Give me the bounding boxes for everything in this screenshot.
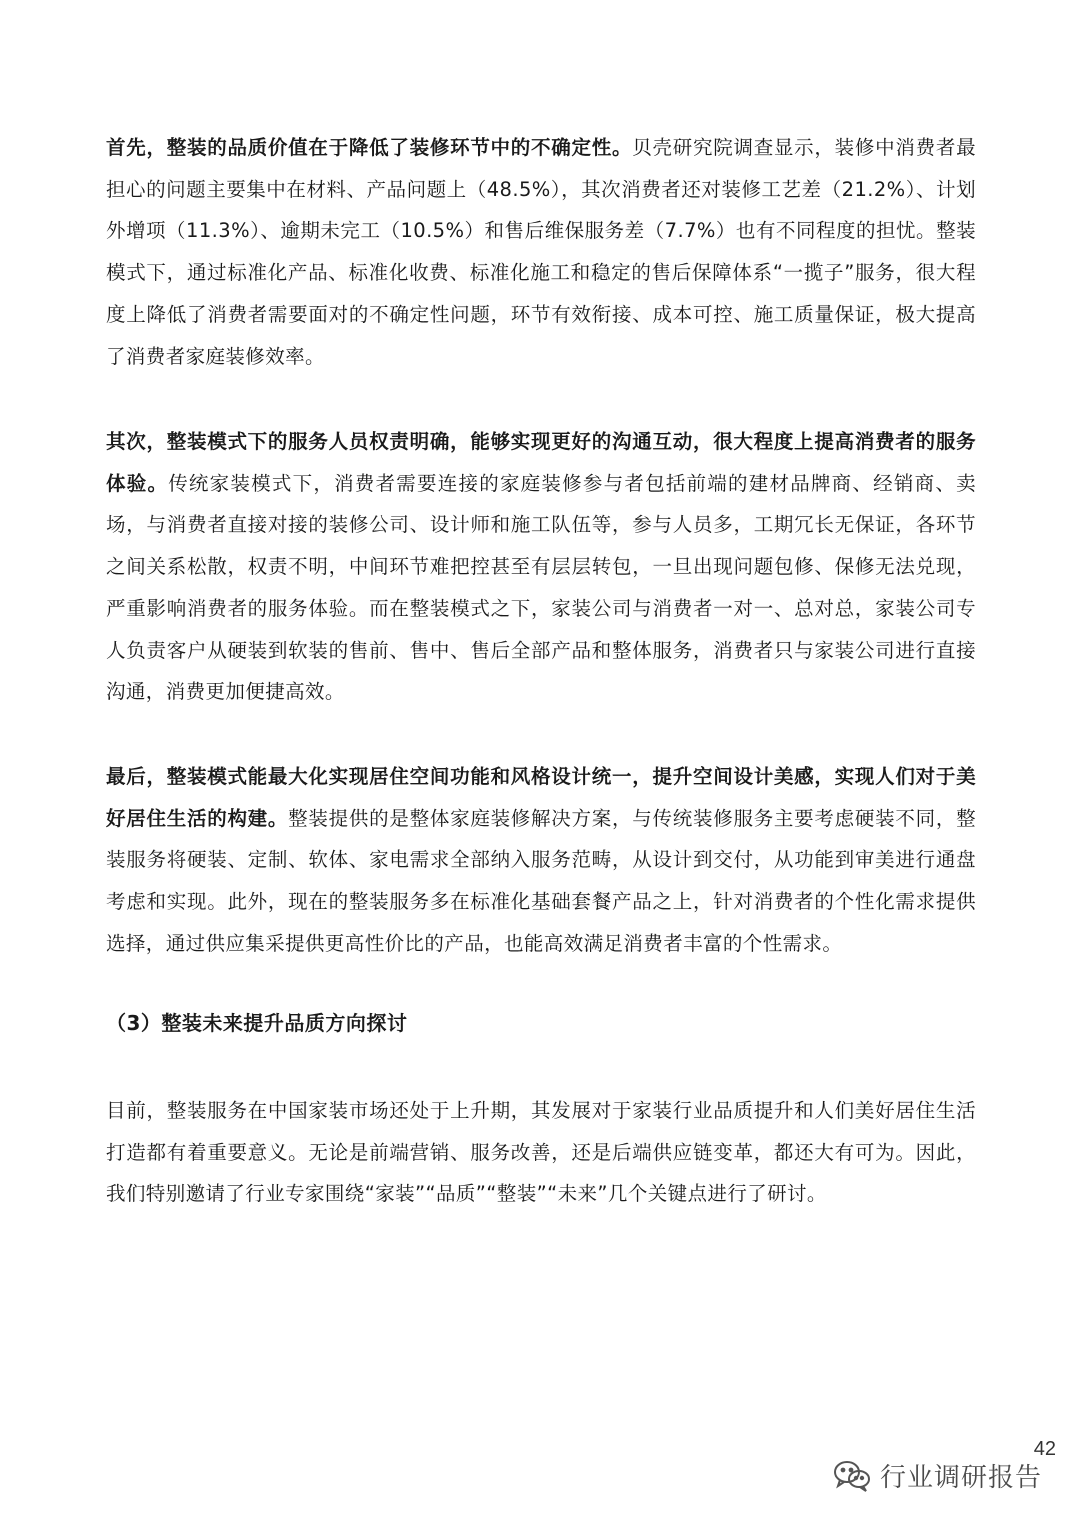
paragraph-lead: 最后，整装模式能最大化实现居住空间功能和风格设计统一，提升空间设计美感，实现人们对于美好居住生活的构建。: [106, 765, 976, 830]
watermark-text: 行业调研报告: [879, 1463, 1042, 1493]
paragraph-quality-uncertainty: [106, 127, 976, 377]
paragraph-lead: 其次，整装模式下的服务人员权责明确，能够实现更好的沟通互动，很大程度上提高消费者的服务体验。: [106, 430, 976, 495]
paragraph-space-design: [106, 756, 976, 965]
watermark: [832, 1457, 1042, 1494]
page-number: 42: [1033, 1438, 1056, 1460]
wechat-icon: [832, 1458, 872, 1494]
paragraph-service-staff: [106, 421, 976, 713]
section-heading: （3）整装未来提升品质方向探讨: [106, 1011, 408, 1035]
closing-paragraph: 目前，整装服务在中国家装市场还处于上升期，其发展对于家装行业品质提升和人们美好居住生活打造都有着重要意义。无论是前端营销、服务改善，还是后端供应链变革，都还大有可为。因此，我们特别邀请了行业专家围绕“家装”“品质”“整装”“未来”几个关键点进行了研讨。: [106, 1099, 976, 1206]
paragraph-body: 整装提供的是整体家庭装修解决方案，与传统装修服务主要考虑硬装不同，整装服务将硬装、定制、软体、家电需求全部纳入服务范畴，从设计到交付，从功能到审美进行通盘考虑和实现。此外，现在的整装服务多在标准化基础套餐产品之上，针对消费者的个性化需求提供选择，通过供应集采提供更高性价比的产品，也能高效满足消费者丰富的个性需求。: [106, 806, 976, 955]
paragraph-body: 传统家装模式下，消费者需要连接的家庭装修参与者包括前端的建材品牌商、经销商、卖场，与消费者直接对接的装修公司、设计师和施工队伍等，参与人员多，工期冗长无保证，各环节之间关系松散，权责不明，中间环节难把控甚至有层层转包，一旦出现问题包修、保修无法兑现，严重影响消费者的服务体验。而在整装模式之下，家装公司与消费者一对一、总对总，家装公司专人负责客户从硬装到软装的售前、售中、售后全部产品和整体服务，消费者只与家装公司进行直接沟通，消费更加便捷高效。: [106, 471, 976, 704]
paragraph-lead: 首先，整装的品质价值在于降低了装修环节中的不确定性。: [106, 136, 633, 159]
paragraph-body: 贝壳研究院调查显示，装修中消费者最担心的问题主要集中在材料、产品问题上（48.5%），其次消费者还对装修工艺差（21.2%）、计划外增项（11.3%）、逾期未完工（10.5%）和售后维保服务差（7.7%）也有不同程度的担忧。整装模式下，通过标准化产品、标准化收费、标准化施工和稳定的售后保障体系“一揽子”服务，很大程度上降低了消费者需要面对的不确定性问题，环节有效衔接、成本可控、施工质量保证，极大提高了消费者家庭装修效率。: [106, 136, 976, 368]
